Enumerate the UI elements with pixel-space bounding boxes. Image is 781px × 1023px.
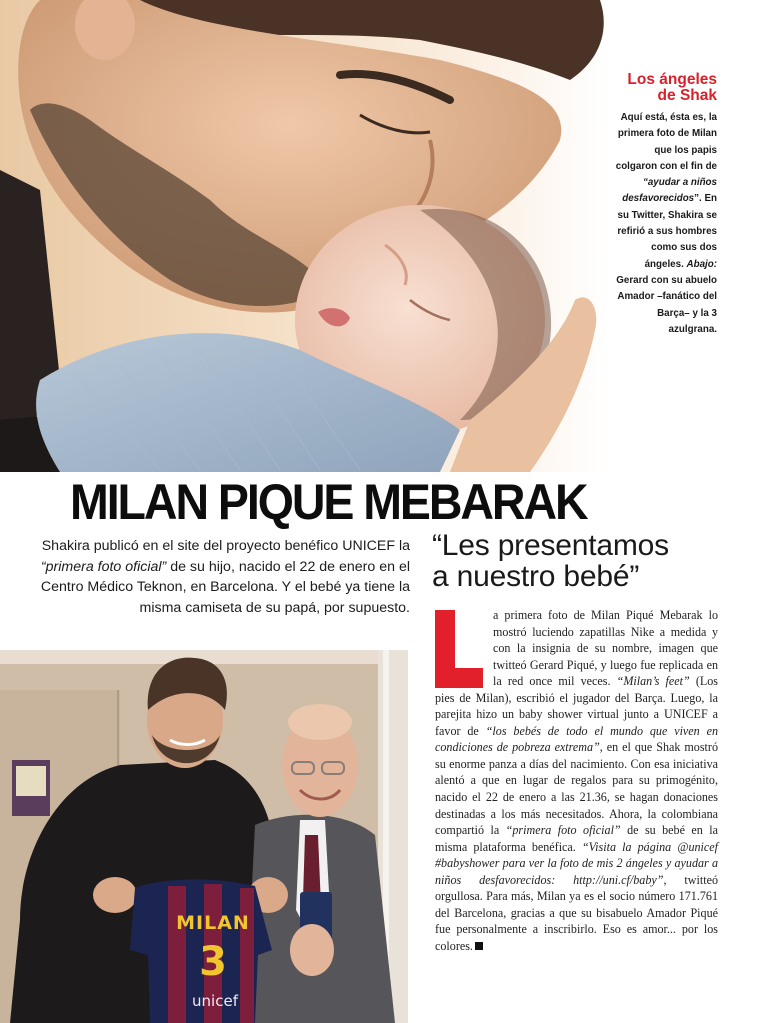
caption-line [547,257,717,273]
caption-line-text: azulgrana. [668,323,717,335]
article-text-segment: de su bebé en la misma plataforma benéfica. [435,823,718,854]
caption-line [547,191,717,207]
article-text-segment: , en el que Shak mostró su enorme panza a días del nacimiento. Con esa iniciativa alentó a que en lugar de regalos para su primogénito, nacido el 22 de enero a las 21.36, se hagan donaciones destinadas a los más necesitados. Ahora, la colombiana compartió la [435,740,718,838]
article-quote: “los bebés de todo el mundo que viven en condiciones de pobreza extrema” [435,723,719,755]
deck-text-2: de su hijo, nacido el 22 de enero en el Centro Médico Teknon, en Barcelona. Y el bebé ya tiene la misma camiseta de su papá, por supuesto. [40,558,410,616]
caption-line [547,159,717,175]
caption-line-text: su Twitter, Shakira se [617,209,717,221]
article-text-segment: a primera foto de Milan Piqué Mebarak lo mostró luciendo zapatillas Nike a medida y con la insignia de su nombre, imagen que twitteó Gerard Piqué, y luego fue replicada en la red once mil veces. [493,608,718,689]
caption-body [547,110,717,338]
caption-line [547,273,717,289]
caption-line [547,306,717,322]
drop-cap-glyph [435,610,483,688]
caption-line [547,110,717,126]
deck-italic: “primera foto oficial” [40,558,167,575]
deck [24,536,410,618]
caption-line [547,175,717,191]
caption-title [547,72,717,104]
headline: MILAN PIQUE MEBARAK [70,474,587,530]
article-quote: “Visita la página @unicef #babyshower para ver la foto de mis 2 ángeles y ayudar a niños desfavorecidos: http://uni.cf/baby” [435,839,718,887]
pull-quote-line2: a nuestro bebé” [432,560,640,593]
caption-line-text: desfavorecidos [622,193,695,205]
top-photo [0,0,781,472]
caption-line-text: que los papis [654,144,717,156]
jersey-sponsor: unicef [192,992,238,1010]
caption-title-line2: de Shak [657,87,717,104]
end-of-article-mark [475,942,483,950]
jersey-number: 3 [199,939,227,985]
deck-text-1: Shakira publicó en el site del proyecto benéfico UNICEF la [41,538,410,554]
caption-line-text: refirió a sus hombres [617,226,717,238]
caption-line-text: “ayudar a niños [642,177,717,189]
caption-line [547,208,717,224]
caption-line [547,289,717,305]
pull-quote-line1: “Les presentamos [432,529,669,562]
caption-line-text: como sus dos [651,242,717,254]
caption-line [547,143,717,159]
caption-line-suffix: ”. En [694,193,717,205]
caption-title-line1: Los ángeles [627,71,717,88]
caption-line [547,126,717,142]
caption-line-text: ángeles. [644,258,687,270]
article-quote: “Milan’s feet” [616,674,690,689]
caption-line-text: Amador –fanático del [617,291,717,303]
caption-line-suffix-italic: Abajo: [686,258,717,270]
article-quote: “primera foto oficial” [505,823,621,838]
caption-line [547,240,717,256]
article-text-segment: , twitteó orgullosa. Para más, Milan ya es el socio número 171.761 del Barcelona, gracias a que su bisabuelo Amador Piqué fue personalmente a inscribirlo. Eso es amor... por los colores. [435,872,718,953]
caption-line [547,224,717,240]
caption-line-text: primera foto de Milan [617,128,717,140]
pull-quote [432,530,742,592]
caption-line-text: Aquí está, ésta es, la [620,112,717,123]
photo-caption [547,72,717,338]
caption-line-text: Barça– y la 3 [657,307,717,319]
jersey-name: MILAN [176,912,250,934]
article-body [435,607,718,954]
drop-cap [435,610,483,688]
caption-line-text: Gerard con su abuelo [616,274,717,286]
article-text-segment: (Los pies de Milan), escribió el jugador del Barça. Luego, la parejita hizo un baby shower virtual junto a UNICEF a favor de [435,674,718,738]
caption-line [547,322,717,338]
caption-line-text: colgaron con el fin de [615,160,717,172]
